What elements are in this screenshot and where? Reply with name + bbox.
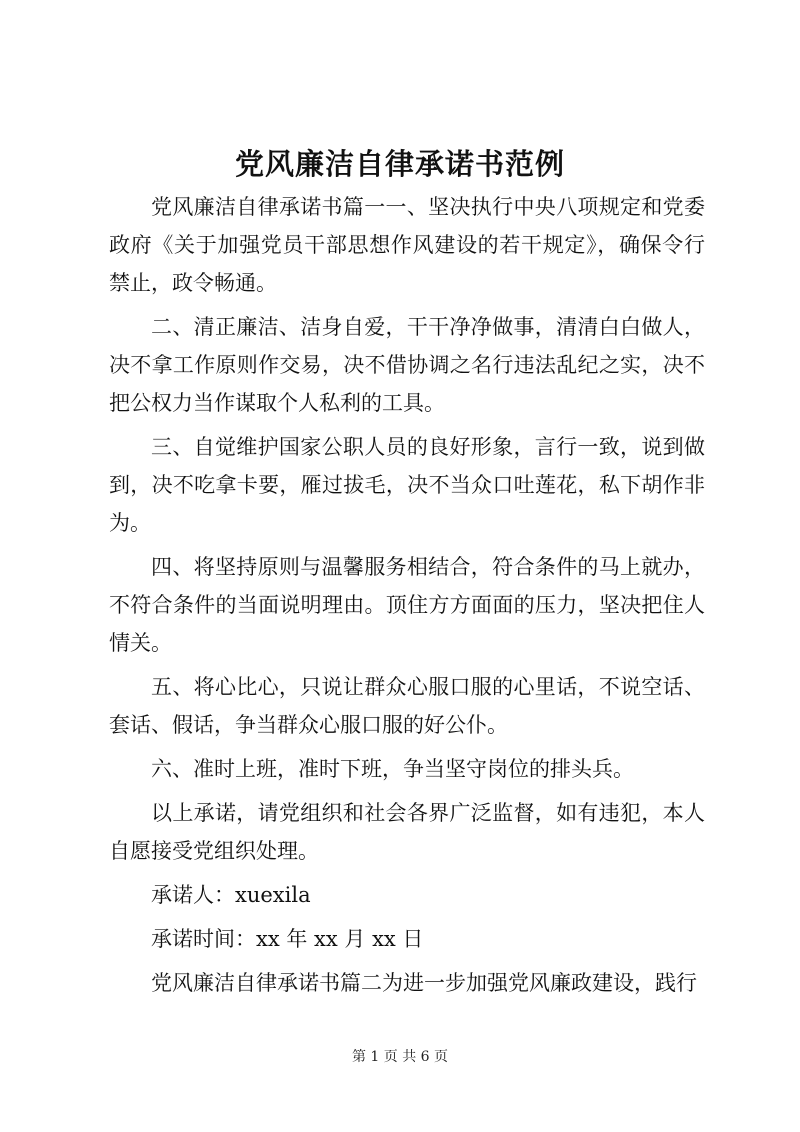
- document-body: [109, 188, 705, 1008]
- paragraph-3: 三、自觉维护国家公职人员的良好形象，言行一致，说到做到，决不吃拿卡要，雁过拔毛，决不当众口吐莲花，私下胡作非为。: [109, 435, 705, 535]
- paragraph-7: 以上承诺，请党组织和社会各界广泛监督，如有违犯，本人自愿接受党组织处理。: [109, 801, 705, 863]
- page-footer: 第 1 页 共 6 页: [351, 1049, 449, 1065]
- signatory-line: 承诺人：xuexila: [151, 883, 311, 907]
- date-line: 承诺时间：xx 年 xx 月 xx 日: [151, 927, 424, 951]
- paragraph-5: 五、将心比心，只说让群众心服口服的心里话，不说空话、套话、假话，争当群众心服口服的好公仆。: [109, 675, 705, 737]
- paragraph-6: 六、准时上班，准时下班，争当坚守岗位的排头兵。: [151, 757, 634, 781]
- document-title: 党风廉洁自律承诺书范例: [234, 147, 565, 181]
- paragraph-4: 四、将坚持原则与温馨服务相结合，符合条件的马上就办，不符合条件的当面说明理由。顶住方方面面的压力，坚决把住人情关。: [109, 555, 705, 655]
- paragraph-2: 二、清正廉洁、洁身自爱，干干净净做事，清清白白做人，决不拿工作原则作交易，决不借协调之名行违法乱纪之实，决不把公权力当作谋取个人私利的工具。: [109, 315, 705, 415]
- paragraph-1: 党风廉洁自律承诺书篇一一、坚决执行中央八项规定和党委政府《关于加强党员干部思想作风建设的若干规定》，确保令行禁止，政令畅通。: [109, 195, 705, 295]
- paragraph-10: 党风廉洁自律承诺书篇二为进一步加强党风廉政建设，践行: [151, 971, 697, 995]
